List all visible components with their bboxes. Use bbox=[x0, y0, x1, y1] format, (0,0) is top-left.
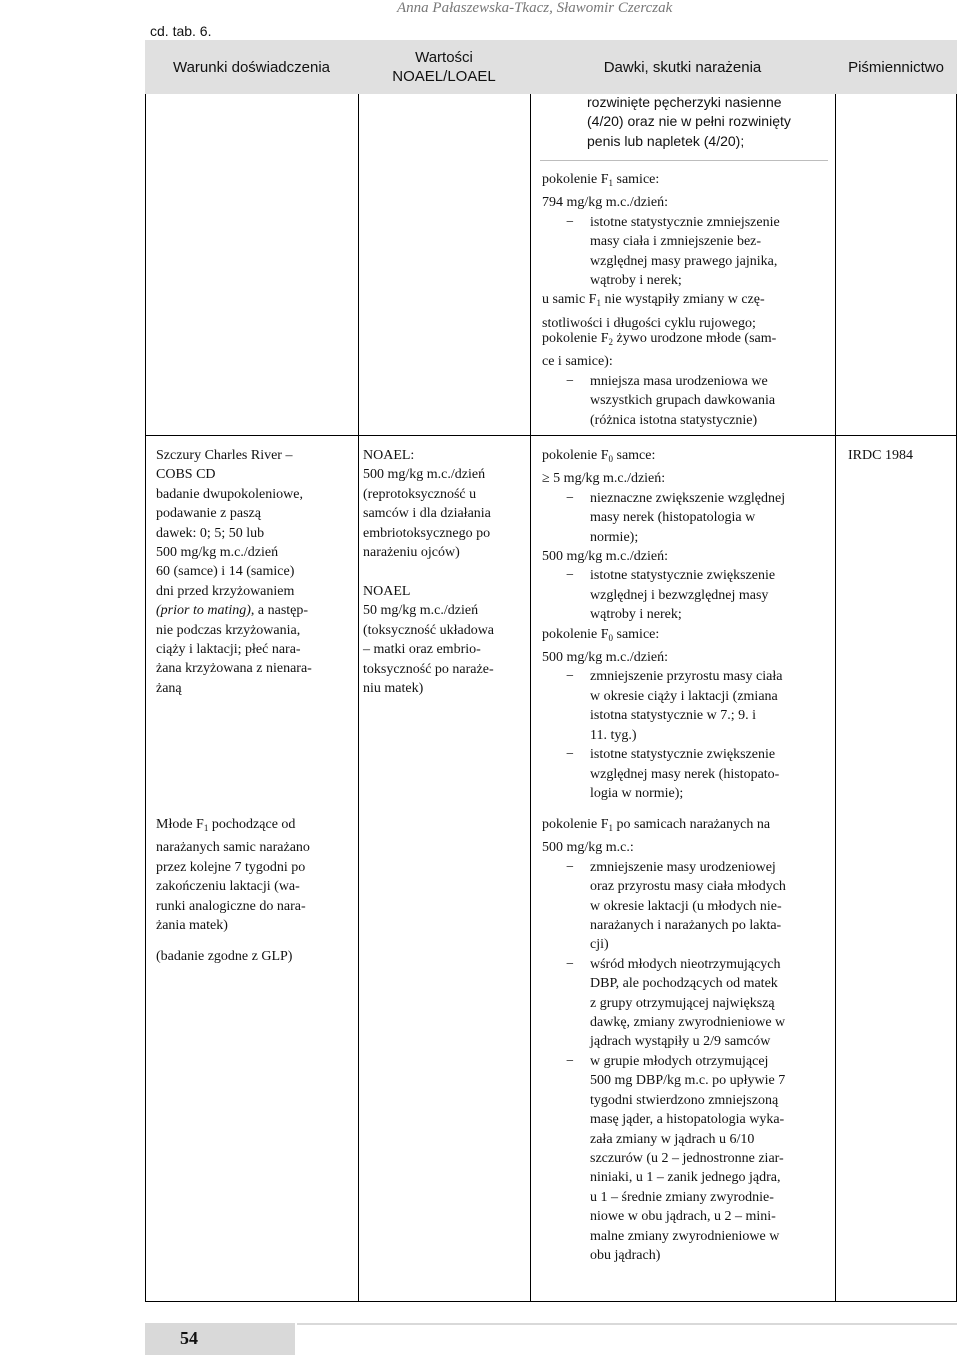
effects-continuation-block: rozwinięte pęcherzyki nasienne (4/20) oraz nie w pełni rozwinięty penis lub napletek (4/20); bbox=[587, 94, 791, 149]
literature-reference: IRDC 1984 bbox=[848, 448, 913, 463]
column-header-conditions: Warunki doświadczenia bbox=[172, 58, 331, 76]
table-divider-2 bbox=[530, 94, 531, 1302]
list-item: − istotne statystycznie zwiększenie bbox=[542, 566, 785, 585]
conditions-offspring-block: Młode $F_1$ pochodzące od narażanych samic narażano przez kolejne 7 tygodni po zakończeniu laktacji (wa- runki analogiczne do nara- żania matek) (badanie zgodne z GLP) bbox=[156, 817, 310, 965]
list-item: − zmniejszenie przyrostu masy ciała bbox=[542, 667, 785, 686]
list-item: − wśród młodych nieotrzymujących bbox=[542, 955, 786, 974]
list-item: − mniejsza masa urodzeniowa we bbox=[542, 372, 776, 391]
column-header-literature: Piśmiennictwo bbox=[848, 58, 944, 76]
table-border-left bbox=[145, 94, 146, 1302]
list-item: − zmniejszenie masy urodzeniowej bbox=[542, 858, 786, 877]
table-divider-1 bbox=[358, 94, 359, 1302]
noael-block-2: NOAEL 50 mg/kg m.c./dzień (toksyczność układowa – matki oraz embrio- toksyczność po naraże- niu matek) bbox=[363, 584, 495, 697]
effects-f0-block: pokolenie $F_0$ samce: ≥ 5 mg/kg m.c./dzień: − nieznaczne zwiększenie względnej masy nerek (histopatologia w normie); 500 mg/kg m.c./dzień: − istotne statystycznie zwiększenie względnej i bezwzględnej masy wątroby i nerek; pokolenie $F_0$ samice: 500 mg/kg m.c./dzień: − zmniejszenie przyrostu masy ciała w okresie ciąży i laktacji (zmiana istotna statystycznie w 7.; 9. i 11. tyg.) − istotne statystycznie zwiększenie względnej masy nerek (histopato- logia w normie); bbox=[542, 446, 785, 803]
continuation-label: cd. tab. 6. bbox=[150, 23, 212, 39]
table-border-right bbox=[956, 94, 957, 1302]
list-item: − istotne statystycznie zmniejszenie bbox=[542, 213, 780, 232]
cell-separator-line bbox=[540, 160, 828, 161]
column-header-doses: Dawki, skutki narażenia bbox=[603, 58, 762, 76]
row-separator bbox=[145, 435, 957, 436]
conditions-block: Szczury Charles River – COBS CD badanie dwupokoleniowe, podawanie z paszą dawek: 0; 5; 50 lub 500 mg/kg m.c./dzień 60 (samce) i 14 (samice) dni przed krzyżowaniem (prior to mating), a następ- nie podczas krzyżowania, ciąży i laktacji; płeć nara- żana krzyżowana z nienara- żaną bbox=[156, 448, 312, 696]
footer-rule bbox=[297, 1323, 957, 1325]
list-item: − w grupie młodych otrzymującej bbox=[542, 1052, 786, 1071]
column-header-values: Wartości NOAEL/LOAEL bbox=[392, 49, 496, 85]
footer-page-bar bbox=[145, 1323, 295, 1355]
effects-f1-females-block: pokolenie $F_1$ samice: 794 mg/kg m.c./dzień: − istotne statystycznie zmniejszenie masy ciała i zmniejszenie bez- względnej masy prawego jajnika, wątroby i nerek; u samic $F_1$ nie wystąpiły zmiany w czę- stotliwości i długości cyklu rujowego; bbox=[542, 170, 780, 333]
list-item: − nieznaczne zwiększenie względnej bbox=[542, 489, 785, 508]
effects-f2-block: pokolenie $F_2$ żywo urodzone młode (sam- ce i samice): − mniejsza masa urodzeniowa we wszystkich grupach dawkowania (różnica istotna statystycznie) bbox=[542, 329, 776, 430]
table-border-bottom bbox=[145, 1301, 957, 1302]
list-item: − istotne statystycznie zwiększenie bbox=[542, 745, 785, 764]
table-divider-3 bbox=[835, 94, 836, 1302]
page-number: 54 bbox=[180, 1328, 198, 1348]
noael-block-1: NOAEL: 500 mg/kg m.c./dzień (reprotoksyczność u samców i dla działania embriotoksycznego po narażeniu ojców) bbox=[363, 448, 491, 561]
effects-f1-offspring-block: pokolenie $F_1$ po samicach narażanych na 500 mg/kg m.c.: − zmniejszenie masy urodzeniowej oraz przyrostu masy ciała młodych w okresie laktacji (u młodych nie- narażanych i narażanych po lakta- cji) − wśród młodych nieotrzymujących DBP, ale pochodzących od matek z grupy otrzymującej największą dawkę, zmiany zwyrodnieniowe w jądrach wystąpiły u 2/9 samców − w grupie młodych otrzymującej 500 mg DBP/kg m.c. po upływie 7 tygodni stwierdzono zmniejszoną masę jąder, a histopatologia wyka- zała zmiany w jądrach u 6/10 szczurów (u 2 – jednostronne ziar- niniaki, u 1 – zanik jednego jądra, u 1 – średnie zmiany zwyrodnie- niowe w obu jądrach, u 2 – mini- malne zmiany zwyrodnieniowe w obu jądrach) bbox=[542, 815, 786, 1265]
running-header-authors: Anna Pałaszewska-Tkacz, Sławomir Czerczak bbox=[397, 0, 673, 16]
